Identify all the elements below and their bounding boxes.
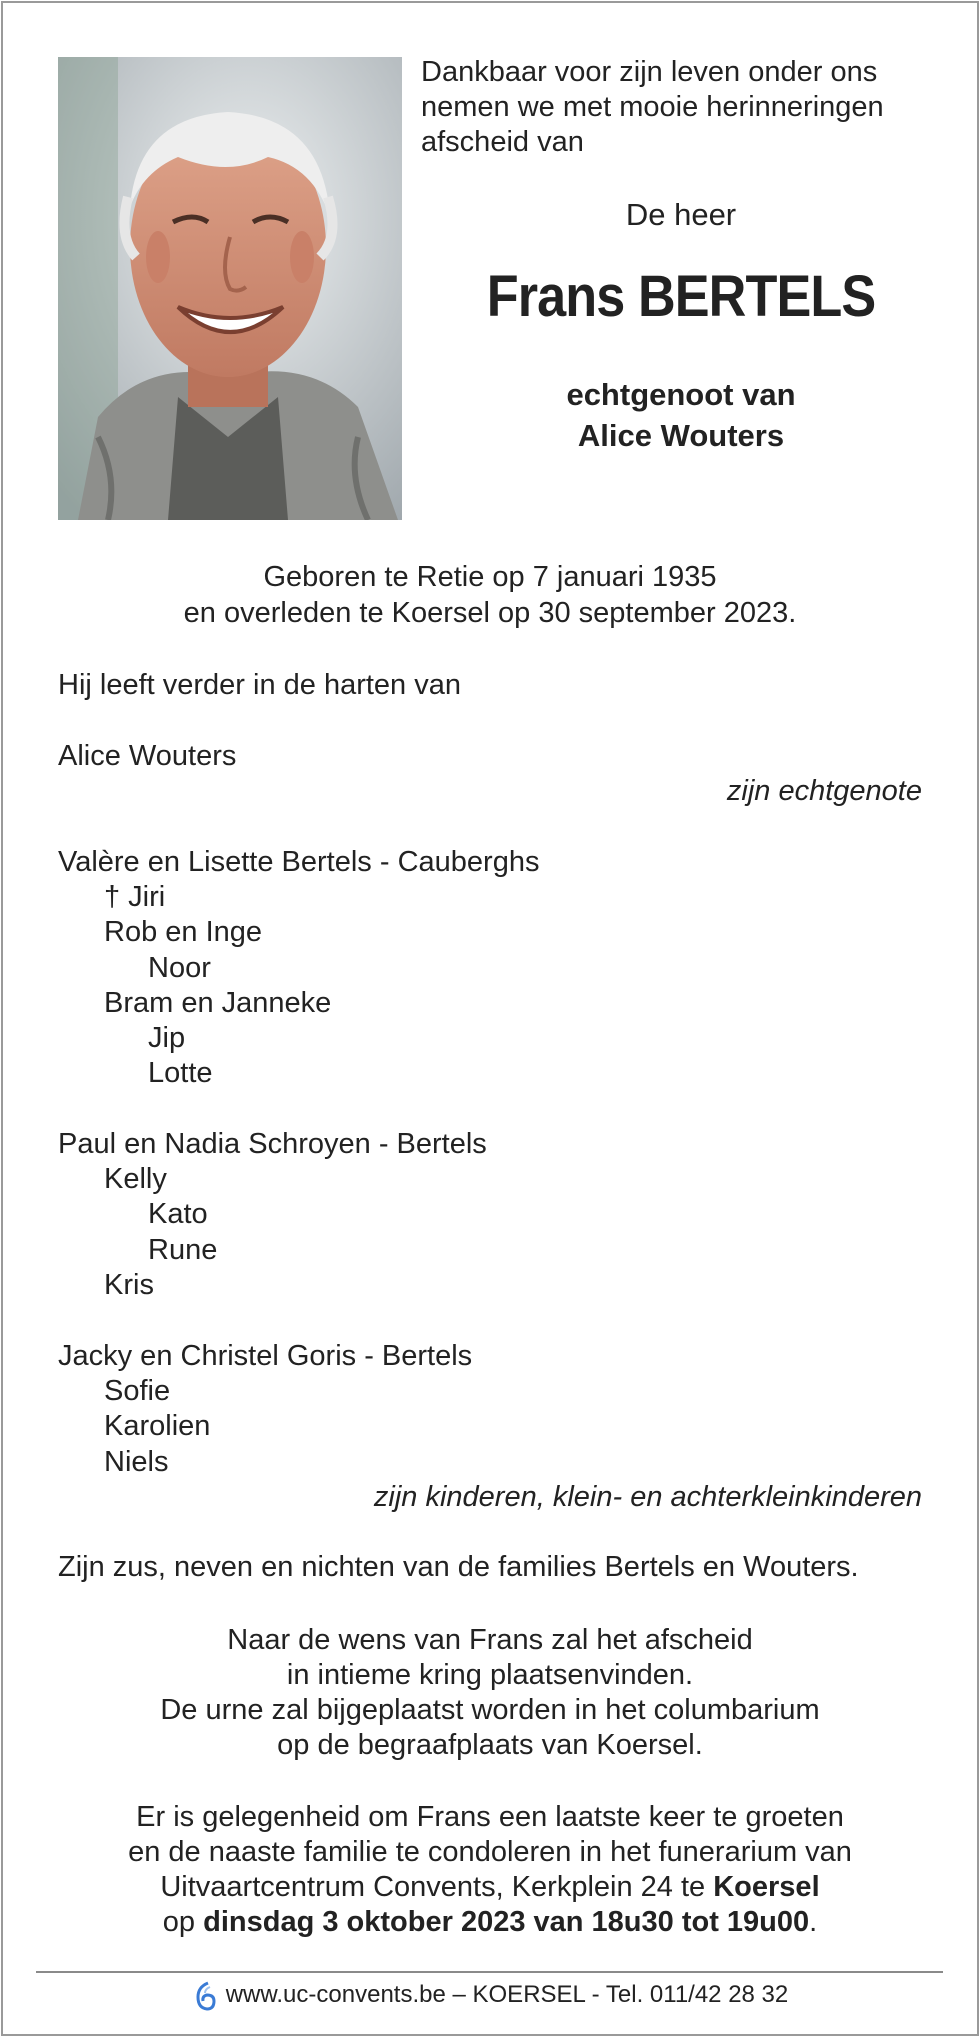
family-member: Kato [148,1198,208,1230]
footer [0,1980,980,2011]
death-line: en overleden te Koersel op 30 september 2023. [183,597,797,629]
family-member: Rune [148,1234,218,1266]
family-member: Kelly [104,1163,167,1195]
visit-line: en de naaste familie te condoleren in het funerarium van [128,1836,852,1868]
family-head-2: Paul en Nadia Schroyen - Bertels [58,1128,487,1160]
portrait-photo [58,57,402,520]
lives-on-text: Hij leeft verder in de harten van [58,669,461,701]
family-member: Rob en Inge [104,916,263,948]
family-member: Noor [148,952,211,984]
family-member: Sofie [104,1375,171,1407]
footer-divider [36,1971,943,1973]
wish-line: op de begraafplaats van Koersel. [277,1729,703,1761]
visit-address: Uitvaartcentrum Convents, Kerkplein 24 te [160,1871,714,1903]
footer-contact[interactable]: www.uc-convents.be – KOERSEL - Tel. 011/42 28 32 [225,1981,789,2008]
deceased-name: Frans BERTELS [486,264,876,329]
family-member: Jip [148,1022,186,1054]
intro-text: Dankbaar voor zijn leven onder ons nemen we met mooie herinneringen afscheid van [421,56,884,158]
spouse-name: Alice Wouters [577,418,785,453]
spouse-entry: Alice Wouters [58,740,237,772]
spouse-role: zijn echtgenote [726,775,922,807]
siblings-text: Zijn zus, neven en nichten van de families Bertels en Wouters. [58,1551,859,1583]
birth-line: Geboren te Retie op 7 januari 1935 [263,561,717,593]
children-role: zijn kinderen, klein- en achterkleinkinderen [373,1481,922,1513]
visit-line [0,1870,980,1905]
family-member: † Jiri [104,881,166,913]
visit-town: Koersel [713,1871,820,1903]
family-member: Lotte [148,1057,213,1089]
salutation: De heer [625,197,737,232]
spouse-label: echtgenoot van [566,377,796,412]
family-member: Kris [104,1269,154,1301]
wish-line: De urne zal bijgeplaatst worden in het columbarium [160,1694,820,1726]
visit-suffix: . [809,1906,818,1938]
family-head-3: Jacky en Christel Goris - Bertels [58,1340,473,1372]
visit-datetime: dinsdag 3 oktober 2023 van 18u30 tot 19u00 [203,1906,810,1938]
family-head-1: Valère en Lisette Bertels - Cauberghs [58,846,540,878]
wish-line: in intieme kring plaatsenvinden. [286,1659,694,1691]
wish-line: Naar de wens van Frans zal het afscheid [227,1624,753,1656]
family-member: Karolien [104,1410,211,1442]
family-member: Niels [104,1446,169,1478]
family-member: Bram en Janneke [104,987,332,1019]
visit-line: Er is gelegenheid om Frans een laatste keer te groeten [136,1801,844,1833]
visit-prefix: op [162,1906,204,1938]
funeral-home-logo-icon [192,1981,218,2011]
visit-line [0,1905,980,1940]
